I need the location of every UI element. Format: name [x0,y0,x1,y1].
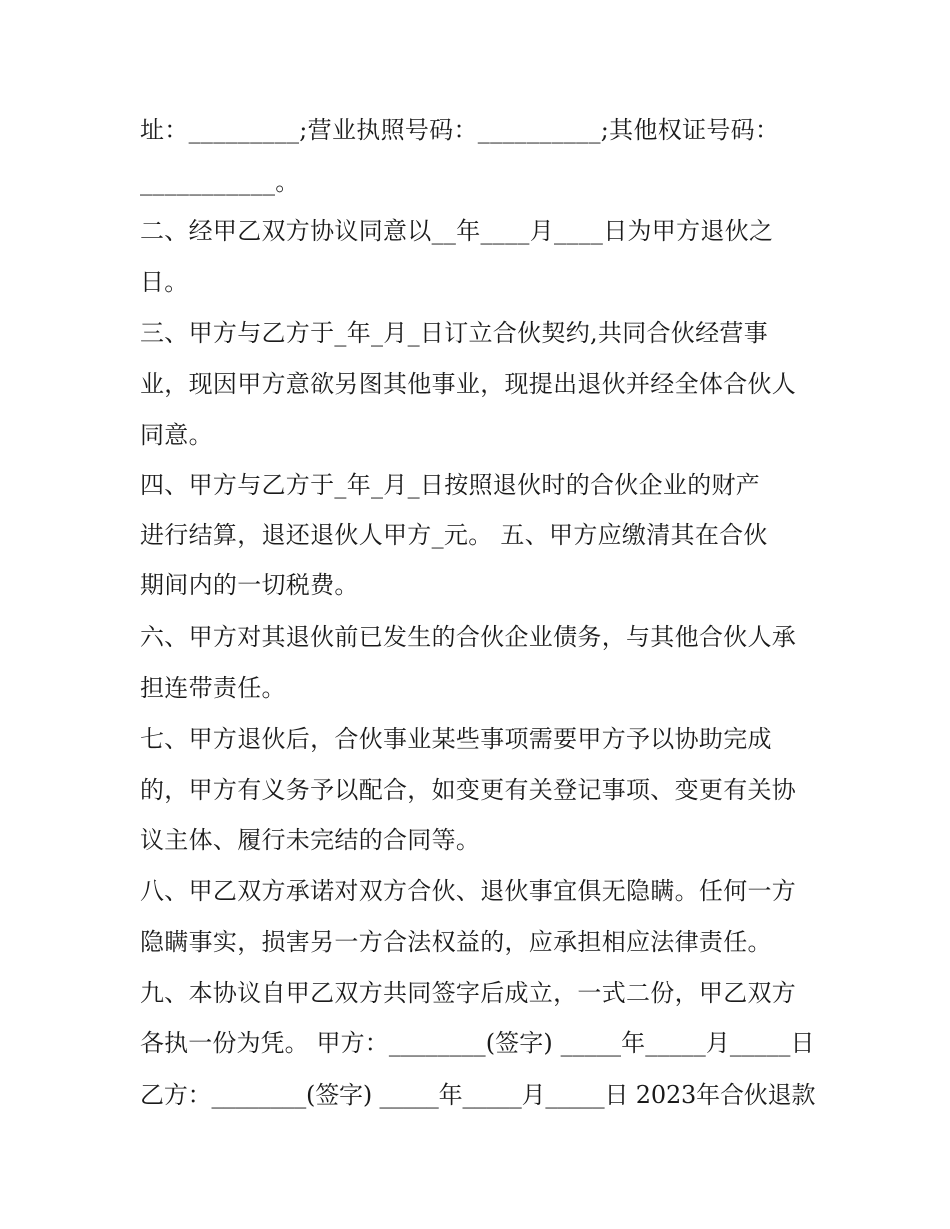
text-line-2: ___________。 [140,168,300,196]
clause-9-line-2: 各执一份为凭。 甲方：________(签字) _____年_____月_____日 [140,1029,815,1057]
clause-3-line-1: 三、甲方与乙方于_年_月_日订立合伙契约,共同合伙经营事 [140,319,769,347]
signature-line: 乙方：________(签字) _____年_____月_____日 2023年合伙退款 [140,1081,816,1109]
clause-6-line-2: 担连带责任。 [140,674,286,702]
clause-3-line-3: 同意。 [140,421,213,449]
clause-8-line-1: 八、甲乙双方承诺对双方合伙、退伙事宜俱无隐瞒。任何一方 [140,877,797,905]
clause-4-line-2: 进行结算，退还退伙人甲方_元。 五、甲方应缴清其在合伙 [140,521,768,549]
clause-7-line-3: 议主体、履行未完结的合同等。 [140,826,481,854]
clause-3-line-2: 业，现因甲方意欲另图其他事业，现提出退伙并经全体合伙人 [140,370,797,398]
clause-9-line-1: 九、本协议自甲乙双方共同签字后成立，一式二份，甲乙双方 [140,979,797,1007]
clause-2-line-1: 二、经甲乙双方协议同意以__年____月____日为甲方退伙之 [140,217,774,245]
text-line-1: 址：_________;营业执照号码：__________;其他权证号码： [140,116,780,144]
clause-8-line-2: 隐瞒事实，损害另一方合法权益的，应承担相应法律责任。 [140,928,772,956]
clause-6-line-1: 六、甲方对其退伙前已发生的合伙企业债务，与其他合伙人承 [140,623,797,651]
clause-7-line-1: 七、甲方退伙后，合伙事业某些事项需要甲方予以协助完成 [140,725,772,753]
clause-4-line-1: 四、甲方与乙方于_年_月_日按照退伙时的合伙企业的财产 [140,471,761,499]
clause-5-line-1: 期间内的一切税费。 [140,571,359,599]
clause-7-line-2: 的，甲方有义务予以配合，如变更有关登记事项、变更有关协 [140,776,797,804]
clause-2-line-2: 日。 [140,268,189,296]
